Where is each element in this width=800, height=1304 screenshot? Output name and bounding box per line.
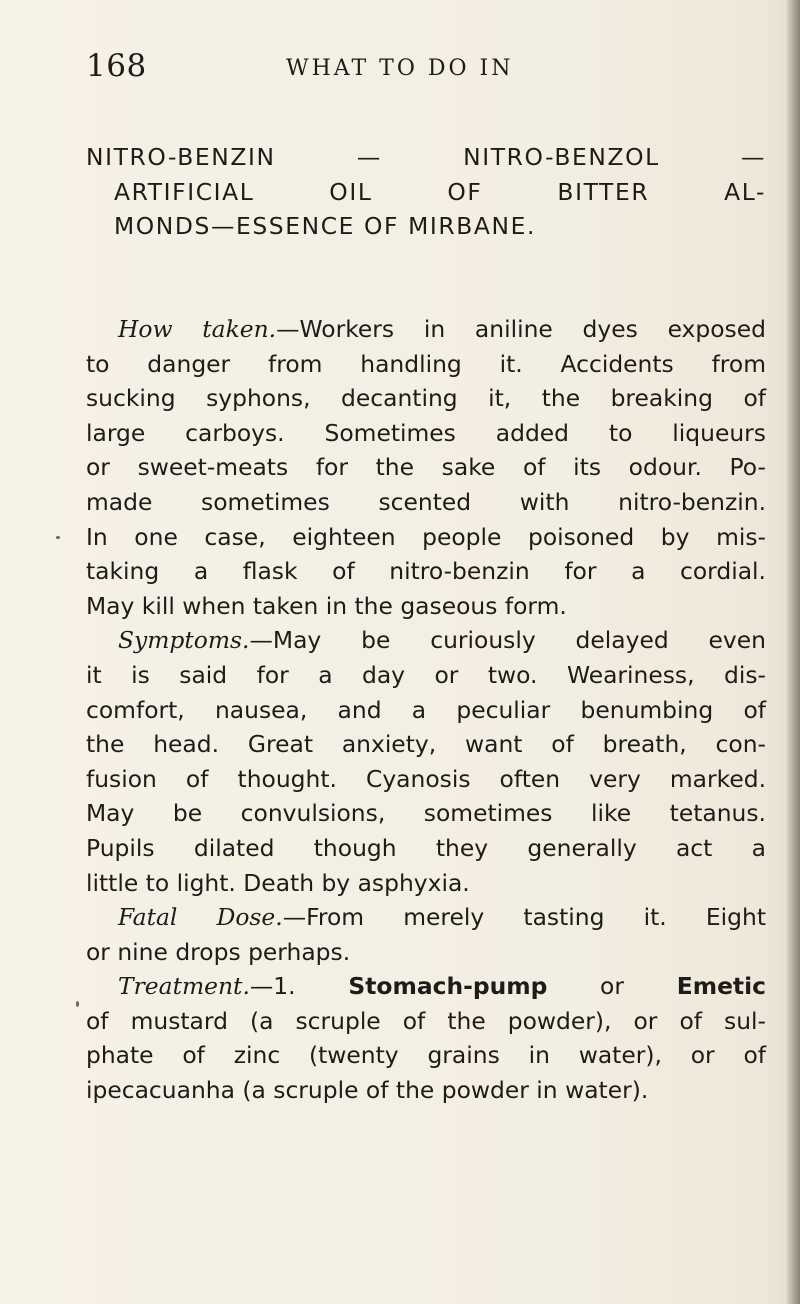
heading-line: MONDS—ESSENCE OF MIRBANE. <box>114 212 537 241</box>
text-line: large carboys. Sometimes added to liqueurs <box>86 418 766 447</box>
heading-line: ARTIFICIAL OIL OF BITTER AL- <box>114 177 766 206</box>
page-number: 168 <box>86 48 147 84</box>
text-fragment: —Workers in aniline dyes exposed <box>276 315 766 343</box>
text-line: fusion of thought. Cyanosis often very marked. <box>86 764 766 793</box>
running-head <box>86 48 760 88</box>
section-label: How taken. <box>118 315 277 343</box>
text-line: of mustard (a scruple of the powder), or of sul- <box>86 1006 766 1035</box>
text-line: made sometimes scented with nitro-benzin. <box>86 487 766 516</box>
bold-term: Emetic <box>676 972 766 1001</box>
text-fragment: or <box>547 972 677 1001</box>
paragraph-how-taken <box>86 312 766 623</box>
text-line: comfort, nausea, and a peculiar benumbing of <box>86 695 766 724</box>
text-line: sucking syphons, decanting it, the breaking of <box>86 384 766 413</box>
text-line: or sweet-meats for the sake of its odour. Po- <box>86 453 766 482</box>
text-fragment: —May be curiously delayed even <box>249 626 766 655</box>
text-fragment: —1. <box>249 972 349 1001</box>
paragraph-fatal-dose <box>86 900 766 969</box>
ink-speck <box>76 1001 79 1007</box>
ink-speck <box>56 536 60 539</box>
section-label: Treatment. <box>118 972 250 1001</box>
heading-line: NITRO-BENZIN — NITRO-BENZOL — <box>86 143 766 171</box>
body-text <box>86 312 766 1108</box>
section-label: Symptoms. <box>118 626 250 655</box>
paragraph-symptoms <box>86 623 766 900</box>
bold-term: Stomach-pump <box>348 972 548 1001</box>
section-label: Fatal Dose. <box>118 903 283 932</box>
text-line: little to light. Death by asphyxia. <box>86 868 470 897</box>
section-heading <box>86 140 766 244</box>
text-line: or nine drops perhaps. <box>86 937 351 966</box>
text-line: May kill when taken in the gaseous form. <box>86 591 567 620</box>
paragraph-treatment <box>86 969 766 1107</box>
text-line <box>86 900 766 935</box>
text-line: the head. Great anxiety, want of breath, con- <box>86 730 766 759</box>
text-line: Pupils dilated though they generally act a <box>86 833 766 862</box>
running-title: WHAT TO DO IN <box>286 56 514 81</box>
text-line <box>86 969 766 1004</box>
text-line: In one case, eighteen people poisoned by mis- <box>86 522 766 551</box>
text-line: ipecacuanha (a scruple of the powder in water). <box>86 1076 649 1105</box>
page-edge-shadow <box>786 0 800 1304</box>
text-line: to danger from handling it. Accidents from <box>86 349 766 378</box>
text-line: May be convulsions, sometimes like tetanus. <box>86 799 766 828</box>
text-line: it is said for a day or two. Weariness, dis- <box>86 660 766 689</box>
text-line <box>86 312 766 347</box>
text-fragment: —From merely tasting it. Eight <box>282 903 766 932</box>
text-line: phate of zinc (twenty grains in water), or of <box>86 1041 766 1070</box>
text-line: taking a flask of nitro-benzin for a cordial. <box>86 557 766 586</box>
text-line <box>86 623 766 658</box>
